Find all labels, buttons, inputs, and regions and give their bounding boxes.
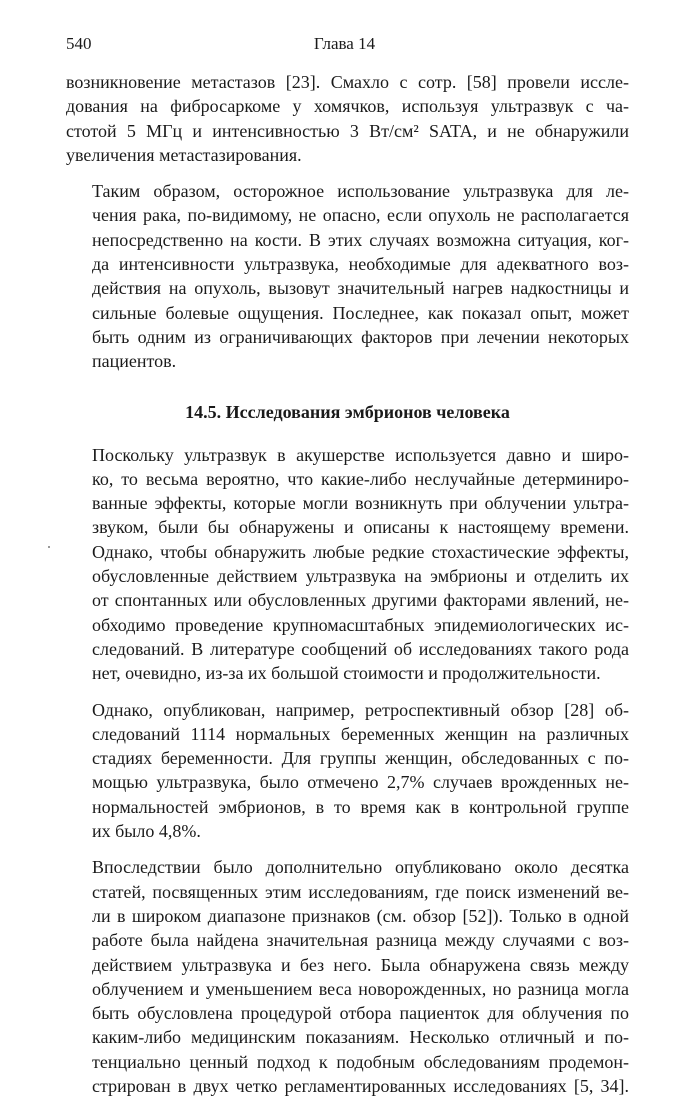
- text-line: дования на фибросаркоме у хомячков, используя ультразвук с ча-: [66, 96, 629, 117]
- text-line: стрирован в двух четко регламентированных исследованиях [5, 34].: [92, 1075, 629, 1096]
- text-line: чения рака, по-видимому, не опасно, если опухоль не располагается: [92, 205, 629, 226]
- text-line: действия на опухоль, вызовут значительный нагрев надкостницы и: [92, 278, 629, 299]
- text-line: ко, то весьма вероятно, что какие-либо неслучайные детерминиро-: [92, 468, 629, 489]
- text-line: Однако, чтобы обнаружить любые редкие стохастические эффекты,: [92, 541, 629, 562]
- page-header: [0, 34, 689, 58]
- text-line: ванные эффекты, которые могли возникнуть при облучении ультра-: [92, 493, 629, 514]
- text-line: следований 1114 нормальных беременных женщин на различных: [92, 723, 629, 744]
- text-line: Впоследствии было дополнительно опубликовано около десятка: [92, 857, 629, 878]
- page-number: 540: [66, 34, 92, 53]
- text-line: мощью ультразвука, было отмечено 2,7% случаев врожденных не-: [92, 772, 629, 793]
- text-line: их было 4,8%.: [92, 821, 201, 842]
- text-line: следований. В литературе сообщений об исследованиях такого рода: [92, 638, 629, 659]
- text-line: непосредственно на кости. В этих случаях возможна ситуация, ког-: [92, 229, 629, 250]
- text-line: стотой 5 МГц и интенсивностью 3 Вт/см² SATA, и не обнаружили: [66, 120, 629, 141]
- section-paragraph-3: [66, 855, 629, 1098]
- text-line: обусловленные действием ультразвука на эмбрионы и отделить их: [92, 566, 629, 587]
- page-body: [66, 70, 629, 1098]
- text-line: облучением и уменьшением веса новорожденных, но разница могла: [92, 978, 629, 999]
- text-line: от спонтанных или обусловленных другими факторами явлений, не-: [92, 590, 629, 611]
- text-line: Поскольку ультразвук в акушерстве используется давно и широ-: [92, 444, 629, 465]
- text-line: увеличения метастазирования.: [66, 144, 302, 165]
- text-line: сильные болевые ощущения. Последнее, как показал опыт, может: [92, 302, 629, 323]
- text-line: Однако, опубликован, например, ретроспективный обзор [28] об-: [92, 699, 629, 720]
- text-line: возникновение метастазов [23]. Смахло с сотр. [58] провели иссле-: [66, 72, 629, 92]
- text-line: статей, посвященных этим исследованиям, где поиск изменений ве-: [92, 881, 629, 902]
- section-paragraph-2: [66, 698, 629, 844]
- text-line: быть одним из ограничивающих факторов при лечении некоторых: [92, 326, 629, 347]
- text-line: тенциально ценный подход к подобным обследованиям продемон-: [92, 1051, 629, 1072]
- paragraph-1: [66, 70, 629, 167]
- running-head: Глава 14: [313, 34, 376, 53]
- text-line: действием ультразвука и без него. Была обнаружена связь между: [92, 954, 629, 975]
- text-line: работе была найдена значительная разница между случаями с воз-: [92, 930, 629, 951]
- section-paragraph-1: [66, 443, 629, 686]
- text-line: нормальностей эмбрионов, в то время как в контрольной группе: [92, 796, 629, 817]
- scan-speck: [48, 546, 50, 548]
- text-line: нет, очевидно, из-за их большой стоимости и продолжительности.: [92, 663, 601, 684]
- section-heading: 14.5. Исследования эмбрионов человека: [185, 401, 510, 422]
- text-line: да интенсивности ультразвука, необходимые для адекватного воз-: [92, 254, 629, 275]
- text-line: пациентов.: [92, 351, 177, 372]
- text-line: стадиях беременности. Для группы женщин, обследованных с по-: [92, 748, 629, 769]
- text-line: каким-либо медицинским показаниям. Несколько отличный и по-: [92, 1027, 629, 1048]
- paragraph-2: [66, 179, 629, 373]
- text-line: ли в широком диапазоне признаков (см. обзор [52]). Только в одной: [92, 905, 629, 926]
- text-line: быть обусловлена процедурой отбора пациенток для облучения по: [92, 1003, 629, 1024]
- text-line: обходимо проведение крупномасштабных эпидемиологических ис-: [92, 614, 629, 635]
- text-line: Таким образом, осторожное использование ультразвука для ле-: [92, 181, 629, 202]
- text-line: звуком, были бы обнаружены и описаны к настоящему времени.: [92, 517, 629, 538]
